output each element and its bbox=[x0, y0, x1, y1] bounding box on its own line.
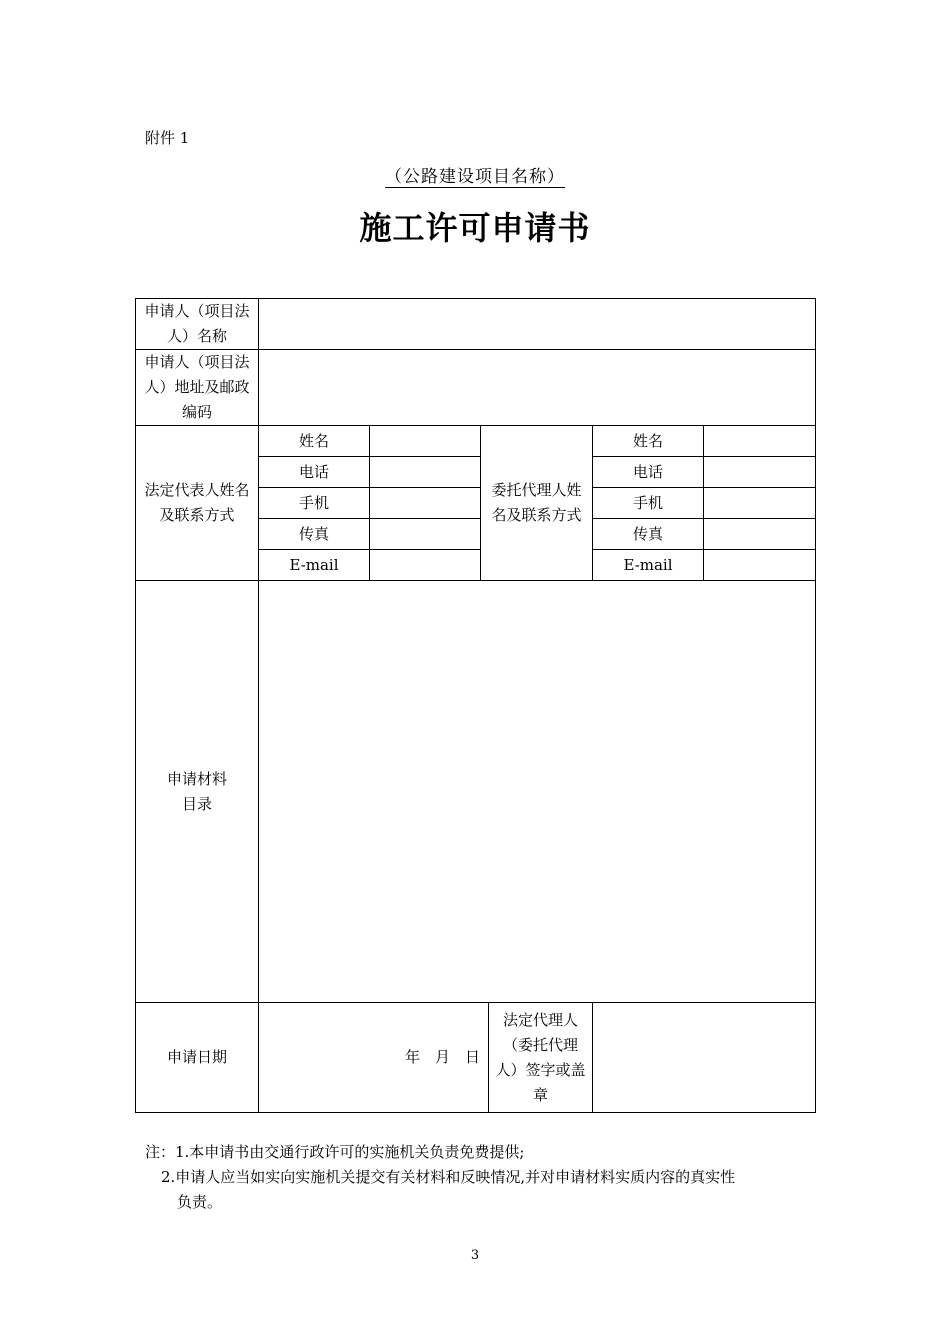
project-name bbox=[0, 162, 950, 187]
date-field[interactable]: 年 月 日 bbox=[259, 1003, 489, 1113]
legal-rep-name-field[interactable] bbox=[370, 426, 481, 457]
legal-rep-fax-field[interactable] bbox=[370, 519, 481, 550]
legal-rep-phone-label: 电话 bbox=[259, 457, 370, 488]
applicant-address-label: 申请人（项目法人）地址及邮政编码 bbox=[136, 350, 259, 426]
document-title: 施工许可申请书 bbox=[359, 209, 591, 247]
project-name-text: （公路建设项目名称） bbox=[385, 167, 565, 187]
agent-fax-field[interactable] bbox=[704, 519, 816, 550]
note-2: 2.申请人应当如实向实施机关提交有关材料和反映情况,并对申请材料实质内容的真实性 bbox=[161, 1168, 736, 1186]
agent-mobile-label: 手机 bbox=[593, 488, 704, 519]
signature-label: 法定代理人（委托代理人）签字或盖章 bbox=[489, 1003, 593, 1113]
legal-rep-email-label: E-mail bbox=[259, 550, 370, 581]
materials-label bbox=[136, 581, 259, 1003]
legal-rep-name-label: 姓名 bbox=[259, 426, 370, 457]
materials-label-text: 申请材料目录 bbox=[166, 769, 227, 813]
page-number: 3 bbox=[470, 1248, 480, 1263]
attachment-label: 附件 1 bbox=[145, 129, 190, 147]
legal-rep-fax-label: 传真 bbox=[259, 519, 370, 550]
signature-field[interactable] bbox=[593, 1003, 816, 1113]
legal-rep-label: 法定代表人姓名及联系方式 bbox=[136, 426, 259, 581]
materials-field[interactable] bbox=[259, 581, 816, 1003]
agent-label: 委托代理人姓名及联系方式 bbox=[481, 426, 593, 581]
agent-fax-label: 传真 bbox=[593, 519, 704, 550]
note-2-continued: 负责。 bbox=[177, 1193, 223, 1211]
date-label: 申请日期 bbox=[136, 1003, 259, 1113]
agent-name-label: 姓名 bbox=[593, 426, 704, 457]
agent-name-field[interactable] bbox=[704, 426, 816, 457]
applicant-address-field[interactable] bbox=[259, 350, 816, 426]
legal-rep-phone-field[interactable] bbox=[370, 457, 481, 488]
notes bbox=[145, 1140, 815, 1215]
agent-phone-label: 电话 bbox=[593, 457, 704, 488]
legal-rep-mobile-field[interactable] bbox=[370, 488, 481, 519]
agent-email-field[interactable] bbox=[704, 550, 816, 581]
applicant-name-field[interactable] bbox=[259, 299, 816, 350]
agent-mobile-field[interactable] bbox=[704, 488, 816, 519]
agent-phone-field[interactable] bbox=[704, 457, 816, 488]
applicant-name-label: 申请人（项目法人）名称 bbox=[136, 299, 259, 350]
legal-rep-email-field[interactable] bbox=[370, 550, 481, 581]
legal-rep-mobile-label: 手机 bbox=[259, 488, 370, 519]
application-form-table bbox=[135, 298, 816, 1113]
note-1: 注：1.本申请书由交通行政许可的实施机关负责免费提供; bbox=[145, 1143, 525, 1161]
agent-email-label: E-mail bbox=[593, 550, 704, 581]
